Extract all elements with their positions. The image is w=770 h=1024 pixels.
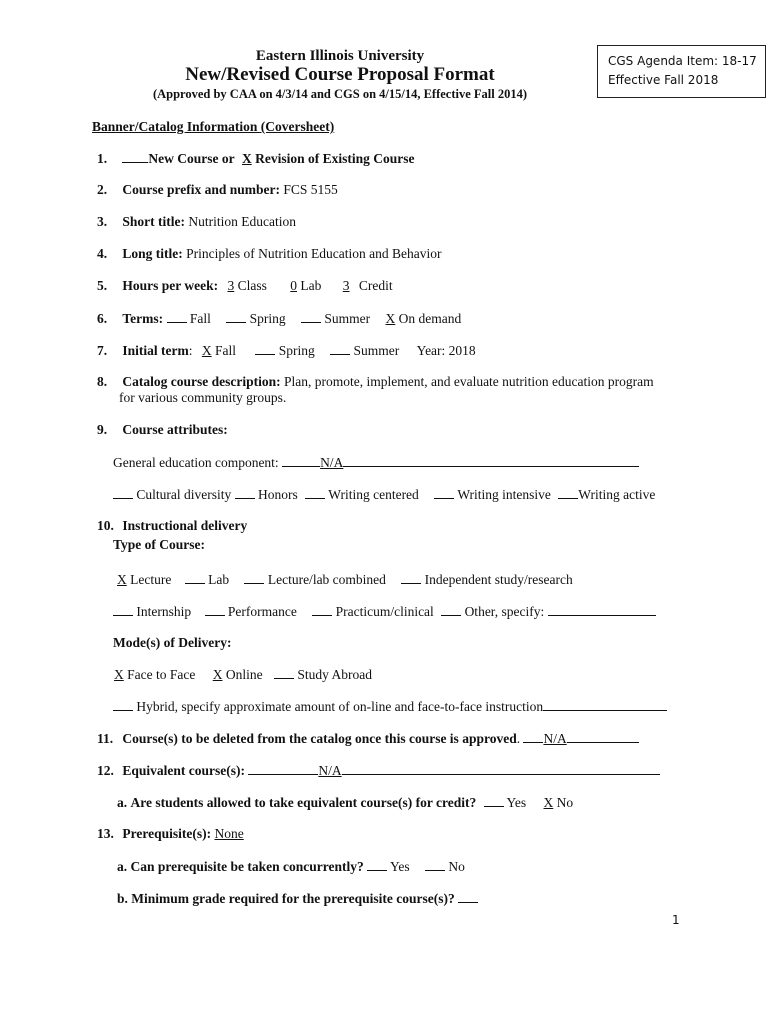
face-to-face-option: Face to Face	[127, 667, 196, 682]
hybrid-specify-blank	[543, 698, 667, 711]
lab-blank	[185, 571, 205, 584]
effective-line: Effective Fall 2018	[608, 73, 719, 87]
agenda-item-line: CGS Agenda Item: 18-17	[608, 54, 757, 68]
gen-ed-label: General education component:	[113, 455, 279, 470]
independent-study-option: Independent study/research	[424, 572, 573, 587]
hours-label: Hours per week:	[122, 278, 219, 293]
course-type-row-2	[113, 603, 656, 620]
course-prefix-value: FCS 5155	[283, 182, 338, 197]
item-number: 1.	[97, 151, 108, 166]
yes-blank	[367, 858, 387, 871]
agenda-box	[597, 45, 766, 98]
yes-blank	[484, 794, 504, 807]
sub-item-letter: a.	[117, 859, 128, 874]
summer-option: Summer	[324, 311, 371, 326]
no-option: No	[556, 795, 574, 810]
writing-intensive-option: Writing intensive	[457, 487, 551, 502]
lab-hours-label: Lab	[300, 278, 322, 293]
on-demand-option: On demand	[398, 311, 462, 326]
other-blank	[441, 603, 461, 616]
lecture-mark: X	[117, 572, 127, 587]
hybrid-row	[113, 698, 667, 715]
writing-active-option: Writing active	[578, 487, 656, 502]
summer-blank	[330, 342, 350, 355]
equivalent-courses-value: N/A	[318, 763, 342, 778]
spring-option: Spring	[278, 343, 315, 358]
cultural-blank	[113, 486, 133, 499]
face-to-face-mark: X	[114, 667, 124, 682]
short-title-label: Short title:	[122, 214, 185, 229]
revision-mark: X	[241, 151, 252, 166]
prerequisite-label: Prerequisite(s):	[122, 826, 212, 841]
instructional-delivery-label: Instructional delivery	[122, 518, 248, 533]
long-title-label: Long title:	[122, 246, 183, 261]
no-option: No	[448, 859, 465, 874]
initial-term-colon: :	[188, 343, 193, 358]
summer-option: Summer	[353, 343, 400, 358]
catalog-description-line1: Plan, promote, implement, and evaluate nutrition education program	[283, 374, 654, 389]
item-number: 3.	[97, 214, 108, 229]
catalog-description-label: Catalog course description:	[122, 374, 281, 389]
item-12a	[117, 794, 573, 811]
item-number: 4.	[97, 246, 108, 261]
equivalent-blank	[248, 762, 318, 775]
spring-blank	[226, 310, 246, 323]
writing-intensive-blank	[434, 486, 454, 499]
course-prefix-label: Course prefix and number:	[122, 182, 281, 197]
item-12	[97, 762, 660, 779]
item-10	[97, 518, 247, 534]
study-abroad-blank	[274, 666, 294, 679]
hybrid-option: Hybrid, specify approximate amount of on-line and face-to-face instruction	[136, 699, 544, 714]
concurrent-question: Can prerequisite be taken concurrently?	[130, 859, 364, 874]
equivalent-courses-label: Equivalent course(s):	[122, 763, 245, 778]
lecture-lab-blank	[244, 571, 264, 584]
on-demand-mark: X	[385, 311, 396, 326]
course-attributes-label: Course attributes:	[122, 422, 228, 437]
item-8	[97, 374, 654, 390]
sub-item-letter: b.	[117, 891, 128, 906]
short-title-value: Nutrition Education	[188, 214, 296, 229]
credit-hours-value: 3	[342, 278, 350, 293]
item-13b	[117, 890, 478, 907]
form-title: New/Revised Course Proposal Format	[185, 64, 495, 85]
gen-ed-row	[113, 454, 639, 471]
writing-centered-blank	[305, 486, 325, 499]
item-number: 11.	[97, 731, 114, 746]
performance-option: Performance	[227, 604, 297, 619]
item-2	[97, 182, 338, 198]
internship-blank	[113, 603, 133, 616]
item-1	[97, 150, 415, 167]
item-number: 10.	[97, 518, 114, 533]
gen-ed-blank	[282, 454, 320, 467]
internship-option: Internship	[136, 604, 192, 619]
item-5	[97, 278, 393, 294]
year-value: Year: 2018	[416, 343, 476, 358]
terms-label: Terms:	[122, 311, 164, 326]
summer-blank	[301, 310, 321, 323]
item-6	[97, 310, 461, 327]
practicum-blank	[312, 603, 332, 616]
deleted-courses-value: N/A	[543, 731, 567, 746]
item-number: 6.	[97, 311, 108, 326]
gen-ed-value: N/A	[320, 455, 344, 470]
long-title-value: Principles of Nutrition Education and Behavior	[186, 246, 442, 261]
type-of-course-label: Type of Course:	[113, 537, 205, 552]
deleted-courses-label: Course(s) to be deleted from the catalog once this course is approved	[122, 731, 517, 746]
class-hours-value: 3	[227, 278, 235, 293]
item-3	[97, 214, 296, 230]
deleted-courses-trailing-blank	[567, 730, 639, 743]
hybrid-blank	[113, 698, 133, 711]
honors-blank	[235, 486, 255, 499]
delivery-row	[114, 666, 372, 683]
study-abroad-option: Study Abroad	[297, 667, 372, 682]
equivalent-credit-question: Are students allowed to take equivalent course(s) for credit?	[130, 795, 477, 810]
independent-blank	[401, 571, 421, 584]
no-mark: X	[543, 795, 554, 810]
online-option: Online	[225, 667, 263, 682]
fall-blank	[167, 310, 187, 323]
spring-blank	[255, 342, 275, 355]
item-number: 13.	[97, 826, 114, 841]
item-number: 5.	[97, 278, 108, 293]
course-type-row-1	[117, 571, 573, 588]
performance-blank	[205, 603, 225, 616]
practicum-option: Practicum/clinical	[335, 604, 434, 619]
catalog-description-line2: for various community groups.	[119, 390, 287, 405]
lab-hours-value: 0	[290, 278, 298, 293]
fall-option: Fall	[189, 311, 211, 326]
yes-option: Yes	[506, 795, 527, 810]
fall-mark: X	[201, 343, 212, 358]
minimum-grade-blank	[458, 890, 478, 903]
item-13	[97, 826, 244, 842]
lecture-option: Lecture	[130, 572, 172, 587]
item-number: 8.	[97, 374, 108, 389]
item-number: 2.	[97, 182, 108, 197]
item-number: 12.	[97, 763, 114, 778]
honors-option: Honors	[258, 487, 298, 502]
no-blank	[425, 858, 445, 871]
credit-hours-label: Credit	[358, 278, 393, 293]
initial-term-label: Initial term	[122, 343, 189, 358]
minimum-grade-question: Minimum grade required for the prerequisite course(s)?	[131, 891, 455, 906]
modes-of-delivery-label: Mode(s) of Delivery:	[113, 635, 232, 650]
gen-ed-trailing-blank	[343, 454, 639, 467]
spring-option: Spring	[249, 311, 286, 326]
yes-option: Yes	[390, 859, 410, 874]
fall-option: Fall	[215, 343, 237, 358]
online-mark: X	[212, 667, 223, 682]
writing-active-blank	[558, 486, 578, 499]
lecture-lab-option: Lecture/lab combined	[267, 572, 386, 587]
item-4	[97, 246, 441, 262]
other-option: Other, specify:	[464, 604, 545, 619]
item-11	[97, 730, 639, 747]
item-9	[97, 422, 228, 438]
new-course-label: New Course or	[148, 151, 235, 166]
new-course-blank	[122, 150, 148, 163]
revision-label: Revision of Existing Course	[255, 151, 415, 166]
approval-note: (Approved by CAA on 4/3/14 and CGS on 4/15/14, Effective Fall 2014)	[152, 87, 528, 101]
deleted-courses-blank	[523, 730, 543, 743]
item-13a	[117, 858, 465, 875]
equivalent-trailing-blank	[342, 762, 660, 775]
sub-item-letter: a.	[117, 795, 128, 810]
attributes-row	[113, 486, 655, 503]
deleted-courses-period: .	[516, 731, 521, 746]
prerequisite-value: None	[214, 826, 244, 841]
lab-option: Lab	[208, 572, 230, 587]
class-hours-label: Class	[237, 278, 267, 293]
section-title: Banner/Catalog Information (Coversheet)	[92, 119, 335, 134]
writing-centered-option: Writing centered	[328, 487, 419, 502]
other-specify-blank	[548, 603, 656, 616]
cultural-diversity-option: Cultural diversity	[136, 487, 232, 502]
item-7	[97, 342, 476, 359]
item-number: 9.	[97, 422, 108, 437]
university-name: Eastern Illinois University	[255, 48, 425, 64]
page-number: 1	[672, 913, 680, 927]
item-number: 7.	[97, 343, 108, 358]
